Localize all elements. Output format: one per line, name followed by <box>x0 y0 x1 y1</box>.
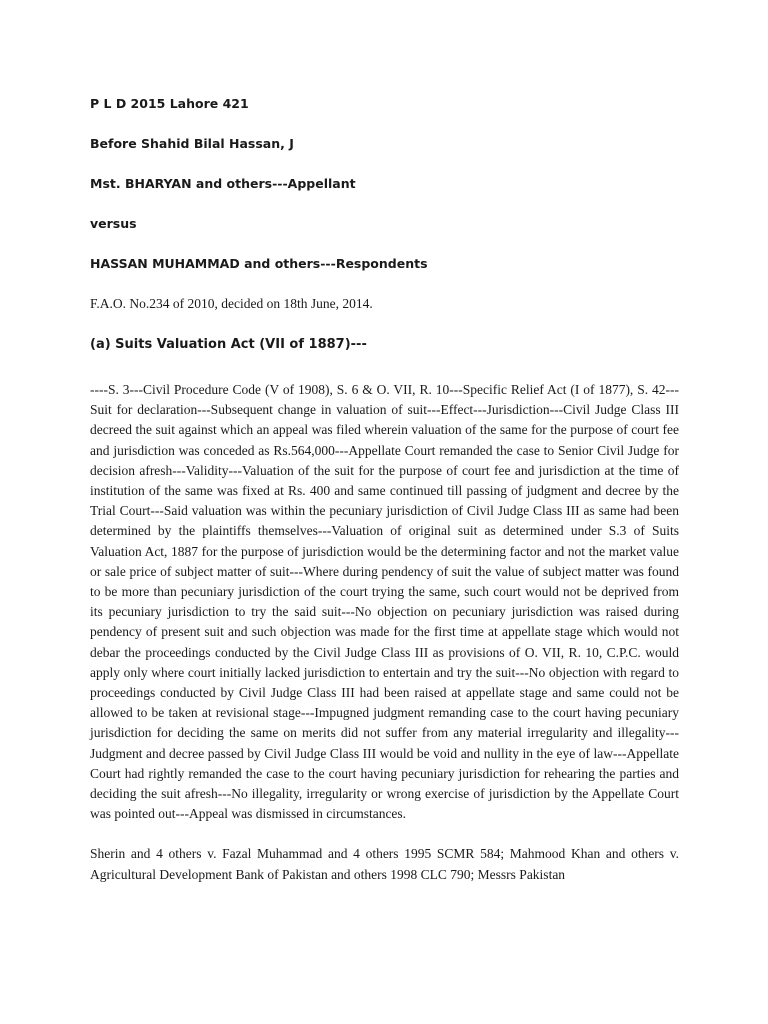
case-info: F.A.O. No.234 of 2010, decided on 18th June, 2014. <box>90 296 373 311</box>
bench-line: Before Shahid Bilal Hassan, J <box>90 136 294 151</box>
document-page <box>90 96 679 885</box>
headnote-paragraph: ----S. 3---Civil Procedure Code (V of 1908), S. 6 & O. VII, R. 10---Specific Relief Act (I of 1877), S. 42---Suit for declaration---Subsequent change in valuation of suit---Effect---Jurisdiction---Civil Judge Class III decreed the suit against which an appeal was filed wherein valuation of the same for the purpose of court fee and jurisdiction was conceded as Rs.564,000---Appellate Court remanded the case to Senior Civil Judge for decision afresh---Validity---Valuation of the suit for the purpose of court fee and jurisdiction at the time of institution of the same was fixed at Rs. 400 and same continued till passing of judgment and decree by the Trial Court---Said valuation was within the pecuniary jurisdiction of Civil Judge Class III as same had been determined by the plaintiffs themselves---Valuation of original suit as determined under S.3 of Suits Valuation Act, 1887 for the purpose of jurisdiction would be the determining factor and not the market value or sale price of subject matter of suit---Where during pendency of suit the value of subject matter was found to be more than pecuniary jurisdiction of the court trying the same, such court would not be deprived from its pecuniary jurisdiction to try the said suit---No objection on pecuniary jurisdiction was raised during pendency of present suit and such objection was made for the first time at appellate stage which would not debar the proceedings conducted by the Civil Judge Class III as provisions of O. VII, R. 10, C.P.C. would apply only where court initially lacked jurisdiction to entertain and try the suit---No objection with regard to proceedings conducted by Civil Judge Class III had been raised at appellate stage and same could not be allowed to be taken at revisional stage---Impugned judgment remanding case to the court having pecuniary jurisdiction for deciding the same on merits did not suffer from any material irregularity and illegality---Judgment and decree passed by Civil Judge Class III would be void and nullity in the eye of law---Appellate Court had rightly remanded the case to the court having pecuniary jurisdiction for rehearing the parties and deciding the suit afresh---No illegality, irregularity or wrong exercise of jurisdiction by the Appellate Court was pointed out---Appeal was dismissed in circumstances. <box>90 382 679 822</box>
respondent-line: HASSAN MUHAMMAD and others---Respondents <box>90 256 428 271</box>
versus-line: versus <box>90 216 137 231</box>
case-citation: P L D 2015 Lahore 421 <box>90 96 249 111</box>
appellant-line: Mst. BHARYAN and others---Appellant <box>90 176 356 191</box>
citations-paragraph: Sherin and 4 others v. Fazal Muhammad and 4 others 1995 SCMR 584; Mahmood Khan and others v. Agricultural Development Bank of Pakistan and others 1998 CLC 790; Messrs Pakistan <box>90 846 679 882</box>
section-heading: (a) Suits Valuation Act (VII of 1887)--- <box>90 337 367 352</box>
